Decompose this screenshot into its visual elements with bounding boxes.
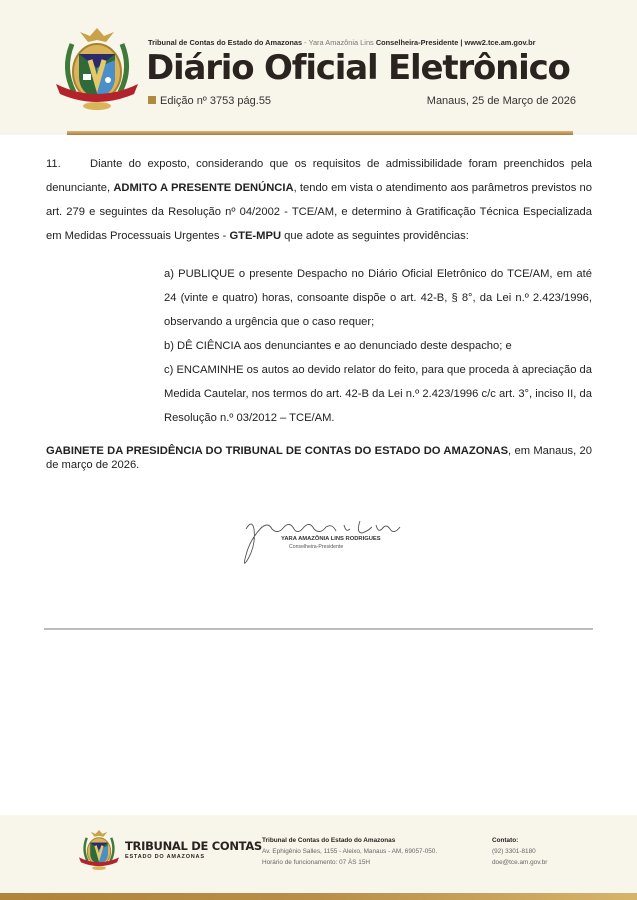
publication-date: Manaus, 25 de Março de 2026 [426, 95, 576, 107]
providences-list [164, 262, 592, 430]
footer-address [262, 835, 437, 868]
address-hours: Horário de funcionamento: 07 ÀS 15H [262, 859, 370, 866]
signature-block [232, 515, 412, 570]
footer-gold-bar [0, 893, 637, 900]
p11-text-e: que adote as seguintes providências: [281, 230, 469, 242]
handwritten-signature [232, 515, 412, 570]
p11-text-a: Diante do exposto, considerando que os requisitos de admissibilidade foram preenchidos pela denunciante, [46, 158, 592, 194]
contact-title: Contato: [492, 837, 519, 844]
footer-brand-main: TRIBUNAL DE CONTAS [125, 839, 262, 853]
signer-role: Conselheira-Presidente [289, 544, 344, 550]
address-title: Tribunal de Contas do Estado do Amazonas [262, 837, 396, 844]
contact-email[interactable]: doe@tce.am.gov.br [492, 859, 548, 866]
coat-of-arms-logo [52, 24, 142, 114]
closing-rest: , em Manaus, 20 de março de 2026. [46, 445, 593, 471]
item-c: c) ENCAMINHE os autos ao devido relator do feito, para que proceda à apreciação da Medida Cautelar, nos termos do art. 42-B da Lei n.º 2.423/1996 c/c art. 3°, inciso II, da Resolução n.º 03/2012 – TCE/AM. [164, 364, 592, 424]
item-a: a) PUBLIQUE o presente Despacho no Diário Oficial Eletrônico do TCE/AM, em até 24 (vinte e quatro) horas, consoante dispõe o art. 42-B, § 8°, da Lei n.º 2.423/1996, observando a urgência que o caso requer; [164, 268, 592, 328]
address-line1: Av. Ephigênio Salles, 1155 - Aleixo, Manaus - AM, 69057-050. [262, 848, 438, 855]
org-sep: - [302, 38, 309, 47]
p11-text-c: , tendo em vista o atendimento aos parâmetros previstos no art. 279 e seguintes da Resolução nº 04/2002 - TCE/AM, e determino à Gratificação Técnica Especializada em Medidas Processuais Urgentes - [46, 182, 593, 242]
content-divider [44, 628, 593, 630]
header-divider [67, 131, 573, 135]
paragraph-number: 11. [46, 158, 61, 170]
header [0, 0, 637, 135]
item-b: b) DÊ CIÊNCIA aos denunciantes e ao denunciado deste despacho; e [164, 340, 512, 352]
p11-bold-b: ADMITO A PRESENTE DENÚNCIA [113, 182, 294, 194]
footer-coat-of-arms-logo [77, 827, 121, 873]
page-title: Diário Oficial Eletrônico [146, 48, 570, 88]
president-name: Yara Amazônia Lins [308, 38, 376, 47]
header-org-line [148, 38, 535, 47]
footer-brand-sub: ESTADO DO AMAZONAS [125, 854, 205, 860]
edition-text: Edição nº 3753 pág.55 [160, 95, 272, 107]
footer [0, 815, 637, 900]
signer-name: YARA AMAZÔNIA LINS RODRIGUES [281, 536, 381, 542]
contact-phone: (92) 3301-8180 [492, 848, 536, 855]
square-bullet-icon [148, 96, 156, 104]
closing-bold: GABINETE DA PRESIDÊNCIA DO TRIBUNAL DE CONTAS DO ESTADO DO AMAZONAS [46, 445, 509, 457]
closing-paragraph [46, 444, 592, 472]
edition-info [148, 95, 271, 107]
paragraph-11 [46, 152, 592, 248]
p11-bold-d: GTE-MPU [229, 230, 282, 242]
president-role-url: Conselheira-Presidente | www2.tce.am.gov.br [375, 38, 536, 47]
org-name: Tribunal de Contas do Estado do Amazonas [148, 38, 303, 47]
footer-contact [492, 835, 547, 868]
